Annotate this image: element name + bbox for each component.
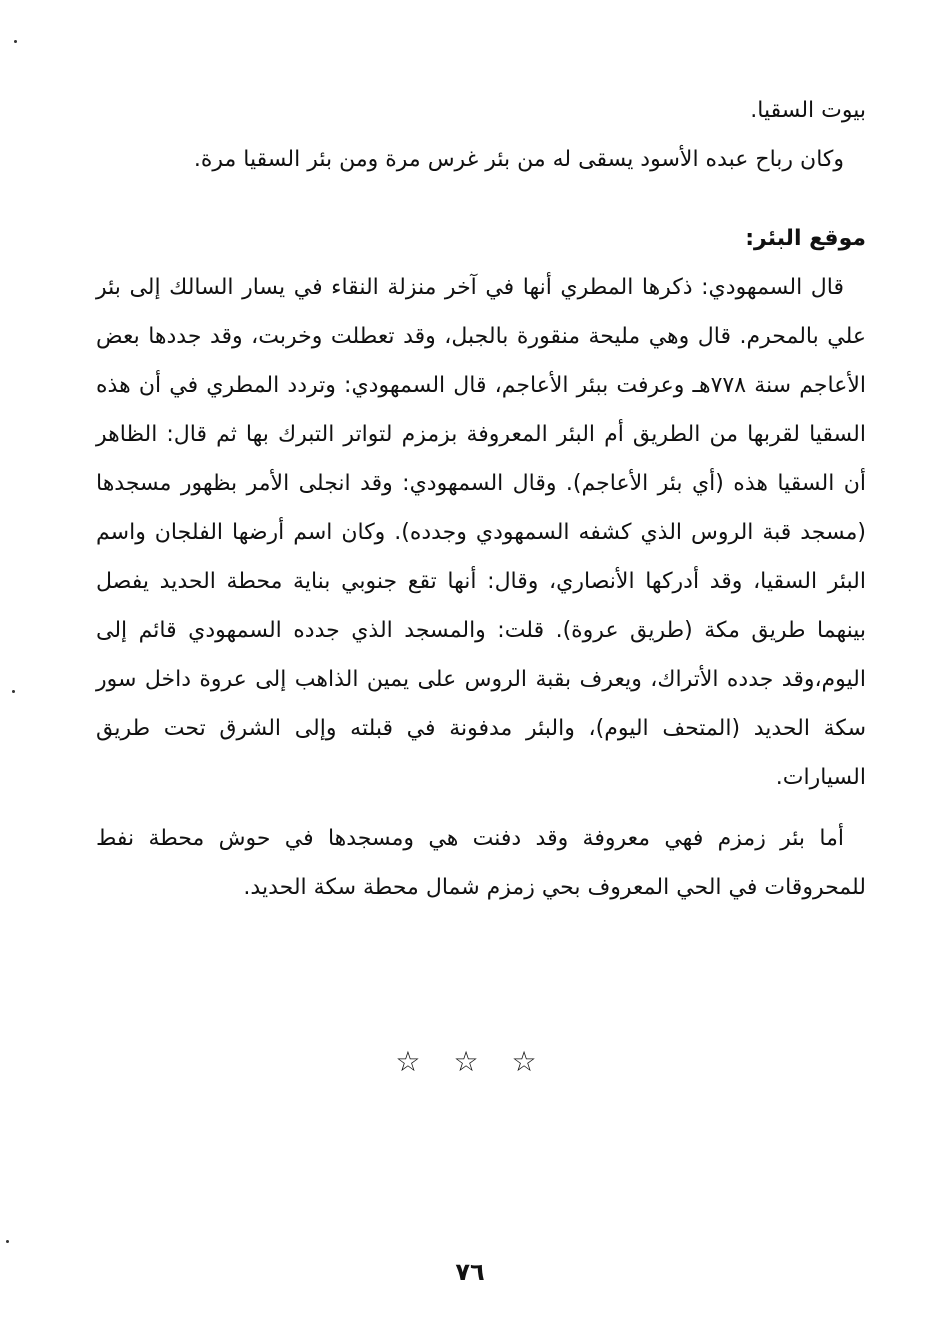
- section-heading: موقع البئر:: [745, 226, 866, 251]
- paragraph-zamzam: أما بئر زمزم فهي معروفة وقد دفنت هي ومسجدها في حوش محطة نفط للمحروقات في الحي المعروف بحي زمزم شمال محطة سكة الحديد.: [96, 826, 866, 900]
- paragraph-rabah: وكان رباح عبده الأسود يسقى له من بئر غرس مرة ومن بئر السقيا مرة.: [193, 147, 844, 172]
- star-icon: ☆: [511, 1045, 545, 1078]
- star-icon: ☆: [395, 1045, 429, 1078]
- scan-speck: [6, 1240, 9, 1243]
- scan-speck: [12, 690, 15, 693]
- page-number: ٧٦: [455, 1258, 485, 1286]
- scan-speck: [14, 40, 17, 43]
- paragraph-continuation: بيوت السقيا.: [750, 98, 866, 123]
- paragraph-samhoudi: قال السمهودي: ذكرها المطري أنها في آخر منزلة النقاء في يسار السالك إلى بئر علي بالمحرم. قال وهي مليحة منقورة بالجبل، وقد تعطلت وخربت، وقد جددها بعض الأعاجم سنة ٧٧٨هـ وعرفت ببئر الأعاجم، قال السمهودي: وتردد المطري في أن هذه السقيا لقربها من الطريق أم البئر المعروفة بزمزم لتواتر التبرك بها ثم قال: الظاهر أن السقيا هذه (أي بئر الأعاجم). وقال السمهودي: وقد انجلى الأمر بظهور مسجدها (مسجد قبة الروس الذي كشفه السمهودي وجدده). وكان اسم أرضها الفلجان واسم البئر السقيا، وقد أدركها الأنصاري، وقال: أنها تقع جنوبي بناية محطة الحديد يفصل بينهما طريق مكة (طريق عروة). قلت: والمسجد الذي جدده السمهودي قائم إلى اليوم،وقد جدده الأتراك، ويعرف بقبة الروس على يمين الذاهب إلى عروة داخل سور سكة الحديد (المتحف اليوم)، والبئر مدفونة في قبلته وإلى الشرق تحت طريق السيارات.: [96, 275, 866, 790]
- section-separator: [0, 1045, 940, 1078]
- star-icon: ☆: [453, 1045, 487, 1078]
- body-text: [96, 86, 866, 912]
